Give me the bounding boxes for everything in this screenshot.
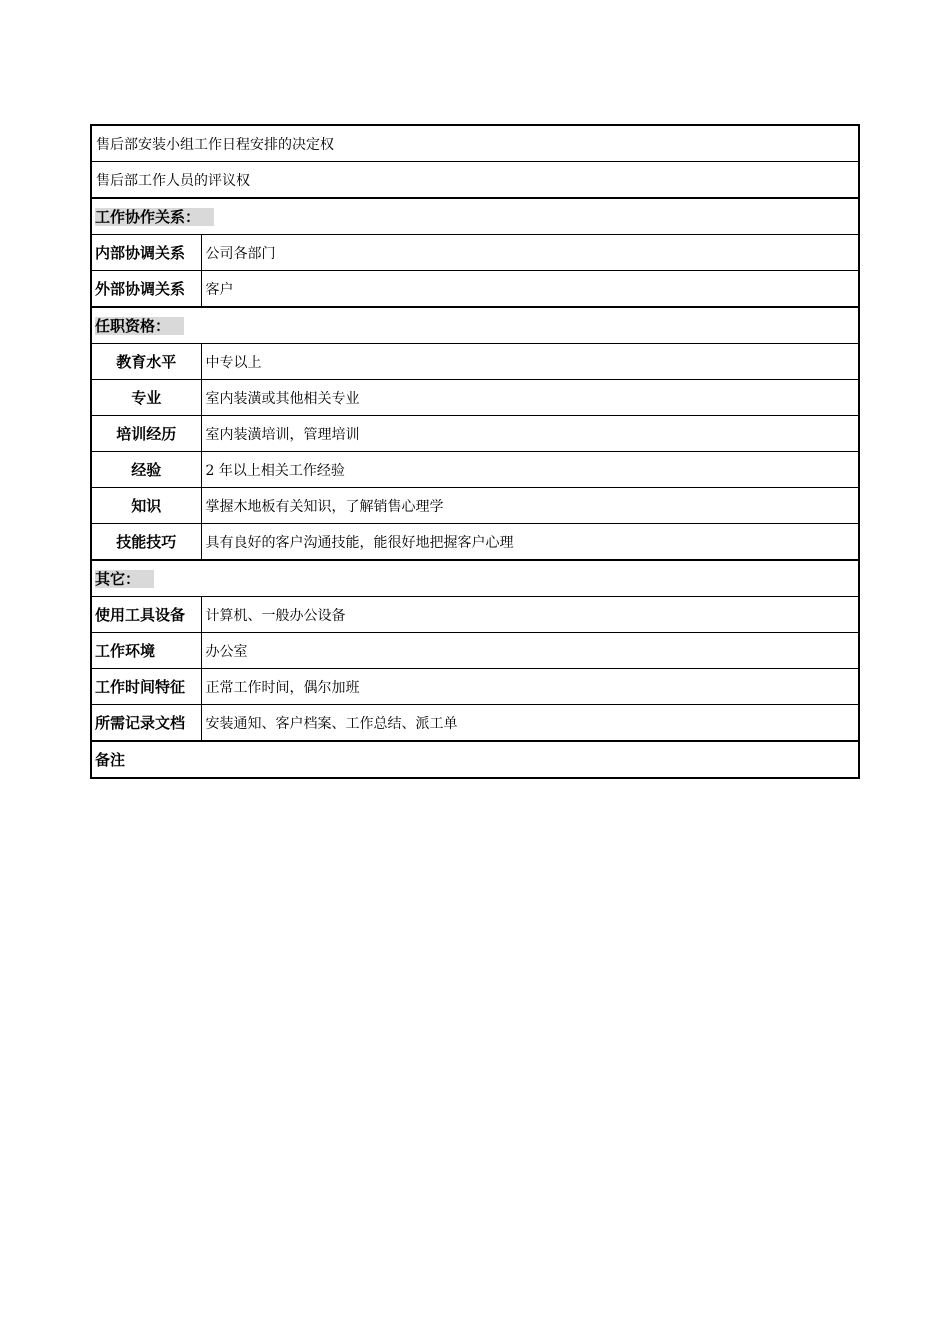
authority-text: 售后部工作人员的评议权 (91, 162, 859, 199)
table-row (91, 235, 859, 271)
authority-text: 售后部安装小组工作日程安排的决定权 (91, 125, 859, 162)
row-label: 经验 (91, 452, 201, 488)
row-value: 2 年以上相关工作经验 (201, 452, 859, 488)
row-value: 室内装潢或其他相关专业 (201, 380, 859, 416)
row-value: 正常工作时间，偶尔加班 (201, 669, 859, 705)
section-qualifications (91, 307, 859, 344)
row-label: 工作时间特征 (91, 669, 201, 705)
section-heading: 工作协作关系： (95, 208, 214, 226)
table-row (91, 380, 859, 416)
row-label: 外部协调关系 (91, 271, 201, 308)
row-value: 掌握木地板有关知识，了解销售心理学 (201, 488, 859, 524)
row-label: 技能技巧 (91, 524, 201, 561)
job-description-table (90, 124, 860, 779)
table-row (91, 452, 859, 488)
row-label: 工作环境 (91, 633, 201, 669)
row-value: 计算机、一般办公设备 (201, 597, 859, 633)
section-heading: 其它： (95, 570, 154, 588)
authority-row (91, 125, 859, 162)
row-label: 所需记录文档 (91, 705, 201, 742)
table-row (91, 416, 859, 452)
remarks-label: 备注 (91, 741, 859, 778)
section-collaboration (91, 198, 859, 235)
row-label: 使用工具设备 (91, 597, 201, 633)
row-label: 知识 (91, 488, 201, 524)
table-row (91, 669, 859, 705)
table-row (91, 524, 859, 561)
authority-row (91, 162, 859, 199)
table-row (91, 633, 859, 669)
row-value: 客户 (201, 271, 859, 308)
row-value: 安装通知、客户档案、工作总结、派工单 (201, 705, 859, 742)
table-row (91, 344, 859, 380)
section-other (91, 560, 859, 597)
row-label: 专业 (91, 380, 201, 416)
row-value: 中专以上 (201, 344, 859, 380)
row-label: 教育水平 (91, 344, 201, 380)
row-label: 培训经历 (91, 416, 201, 452)
table-row (91, 271, 859, 308)
section-heading: 任职资格： (95, 317, 184, 335)
row-label: 内部协调关系 (91, 235, 201, 271)
row-value: 具有良好的客户沟通技能，能很好地把握客户心理 (201, 524, 859, 561)
row-value: 公司各部门 (201, 235, 859, 271)
row-value: 办公室 (201, 633, 859, 669)
row-value: 室内装潢培训，管理培训 (201, 416, 859, 452)
section-remarks (91, 741, 859, 778)
table-row (91, 597, 859, 633)
table-row (91, 488, 859, 524)
table-row (91, 705, 859, 742)
